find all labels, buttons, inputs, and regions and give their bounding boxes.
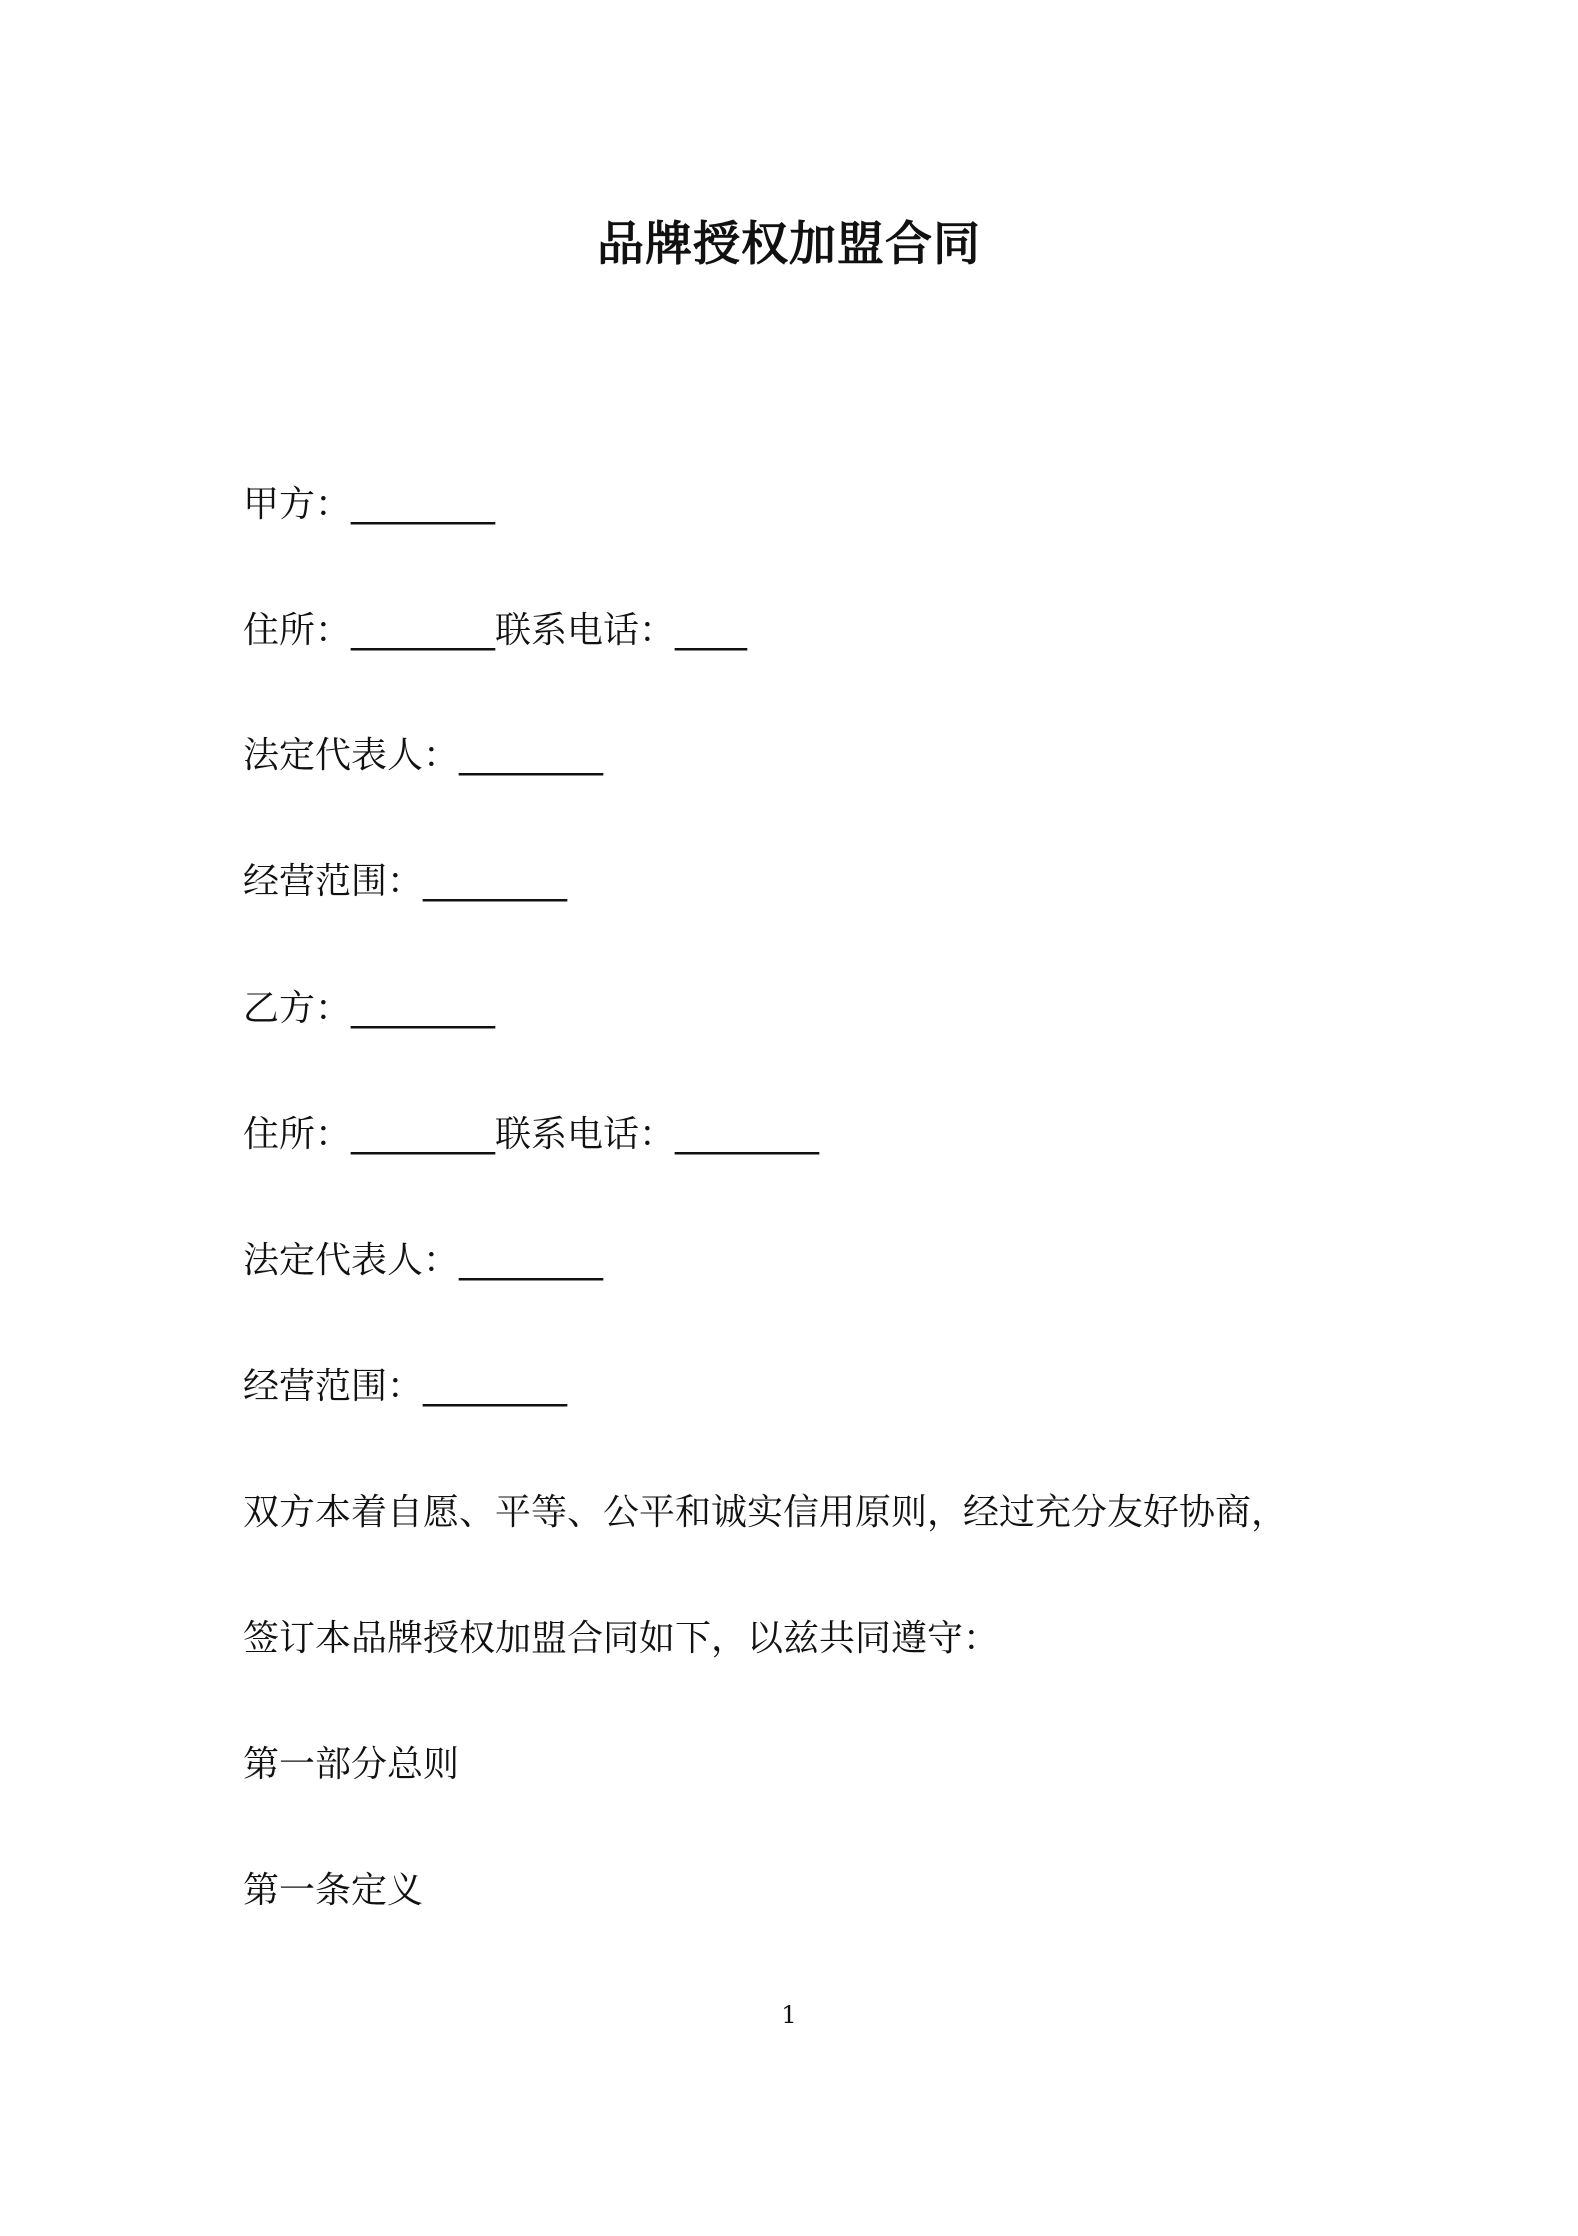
party-a-legal-rep-line: 法定代表人：________ — [243, 735, 604, 776]
party-b-business-scope-line: 经营范围：________ — [243, 1366, 568, 1407]
article-one-heading: 第一条定义 — [243, 1870, 424, 1911]
party-b-legal-rep-line: 法定代表人：________ — [243, 1240, 604, 1281]
page-number: 1 — [781, 2001, 797, 2029]
preamble-line-2: 签订本品牌授权加盟合同如下，以兹共同遵守： — [243, 1618, 1000, 1659]
party-a-name-line: 甲方：________ — [243, 484, 496, 525]
party-a-address-phone-line: 住所：________联系电话：____ — [243, 610, 748, 651]
contract-title: 品牌授权加盟合同 — [597, 217, 981, 272]
party-a-business-scope-line: 经营范围：________ — [243, 861, 568, 902]
party-b-address-phone-line: 住所：________联系电话：________ — [243, 1114, 820, 1155]
party-b-name-line: 乙方：________ — [243, 988, 496, 1029]
part-one-heading: 第一部分总则 — [243, 1744, 460, 1785]
preamble-line-1: 双方本着自愿、平等、公平和诚实信用原则，经过充分友好协商， — [243, 1492, 1288, 1533]
